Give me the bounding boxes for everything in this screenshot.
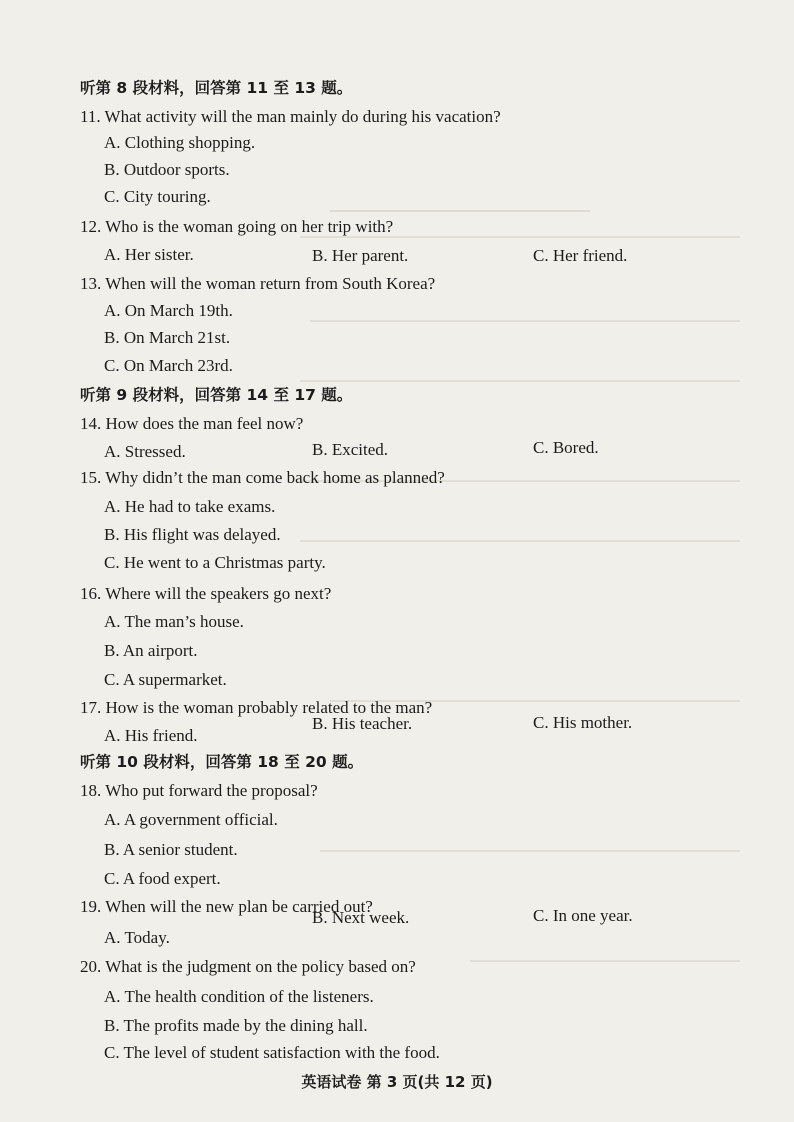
question-16-stem: 16. Where will the speakers go next? bbox=[80, 584, 332, 603]
question-12-stem: 12. Who is the woman going on her trip with? bbox=[80, 217, 394, 236]
question-11-option-b: B. Outdoor sports. bbox=[104, 160, 230, 179]
question-18-stem: 18. Who put forward the proposal? bbox=[80, 781, 318, 800]
question-11-option-a: A. Clothing shopping. bbox=[104, 133, 256, 152]
question-19-stem: 19. When will the new plan be carried out? bbox=[80, 897, 373, 916]
question-19-option-a: A. Today. bbox=[104, 928, 170, 947]
question-20-option-b: B. The profits made by the dining hall. bbox=[104, 1016, 368, 1035]
question-17-option-a: A. His friend. bbox=[104, 726, 198, 745]
question-15-option-b: B. His flight was delayed. bbox=[104, 525, 281, 544]
question-18-option-b: B. A senior student. bbox=[104, 840, 238, 859]
question-20-option-c: C. The level of student satisfaction with the food. bbox=[104, 1043, 440, 1062]
question-19-option-b: B. Next week. bbox=[312, 908, 410, 927]
question-15-option-c: C. He went to a Christmas party. bbox=[104, 553, 326, 572]
question-11-stem: 11. What activity will the man mainly do during his vacation? bbox=[80, 107, 501, 126]
question-17-option-c: C. His mother. bbox=[533, 713, 633, 732]
section-heading-8: 听第 8 段材料，回答第 11 至 13 题。 bbox=[80, 79, 353, 97]
question-13-stem: 13. When will the woman return from South Korea? bbox=[80, 274, 436, 293]
question-13-option-b: B. On March 21st. bbox=[104, 328, 231, 347]
question-12-option-b: B. Her parent. bbox=[312, 246, 409, 265]
question-15-stem: 15. Why didn’t the man come back home as planned? bbox=[80, 468, 445, 487]
question-16-option-b: B. An airport. bbox=[104, 641, 198, 660]
section-heading-10: 听第 10 段材料，回答第 18 至 20 题。 bbox=[80, 753, 364, 771]
question-15-option-a: A. He had to take exams. bbox=[104, 497, 276, 516]
question-17-stem: 17. How is the woman probably related to the man? bbox=[80, 698, 433, 717]
question-14-stem: 14. How does the man feel now? bbox=[80, 414, 304, 433]
question-13-option-c: C. On March 23rd. bbox=[104, 356, 233, 375]
question-14-option-b: B. Excited. bbox=[312, 440, 389, 459]
question-12-option-a: A. Her sister. bbox=[104, 245, 194, 264]
question-18-option-c: C. A food expert. bbox=[104, 869, 221, 888]
question-14-option-a: A. Stressed. bbox=[104, 442, 186, 461]
question-16-option-a: A. The man’s house. bbox=[104, 612, 244, 631]
question-20-stem: 20. What is the judgment on the policy based on? bbox=[80, 957, 416, 976]
question-20-option-a: A. The health condition of the listeners. bbox=[104, 987, 374, 1006]
question-17-option-b: B. His teacher. bbox=[312, 714, 413, 733]
question-13-option-a: A. On March 19th. bbox=[104, 301, 233, 320]
question-19-option-c: C. In one year. bbox=[533, 906, 633, 925]
page-footer: 英语试卷 第 3 页(共 12 页) bbox=[301, 1073, 493, 1091]
question-14-option-c: C. Bored. bbox=[533, 438, 599, 457]
section-heading-9: 听第 9 段材料，回答第 14 至 17 题。 bbox=[80, 386, 353, 404]
question-18-option-a: A. A government official. bbox=[104, 810, 278, 829]
question-16-option-c: C. A supermarket. bbox=[104, 670, 227, 689]
question-11-option-c: C. City touring. bbox=[104, 187, 211, 206]
question-12-option-c: C. Her friend. bbox=[533, 246, 628, 265]
